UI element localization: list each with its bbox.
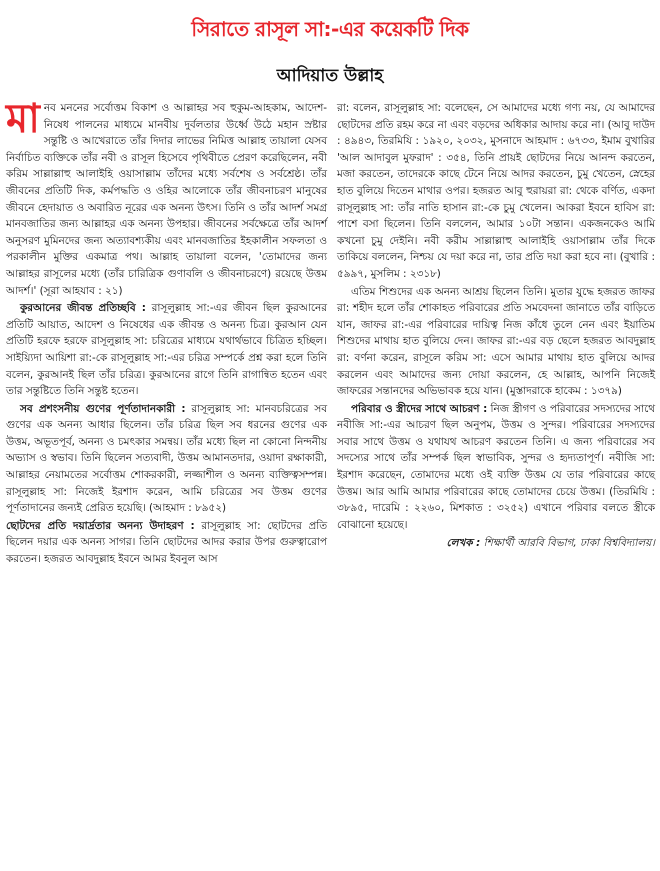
signature-text: শিক্ষার্থী আরবি বিভাগ, ঢাকা বিশ্ববিদ্যালয়। xyxy=(480,537,655,550)
section-children-paragraph xyxy=(6,518,327,568)
continuation-text: রা: বলেন, রাসূলুল্লাহ সা: বলেছেন, সে আমাদের মধ্যে গণ্য নয়, যে আমাদের ছোটদের প্রতি রহম করে না এবং বড়দের অধিকার আদায় করে না। (আবু দাউদ : ৪৯৪৩, তিরমিযি : ১৯২০, ২০৩২, মুসনাদে আহমাদ : ৬৭৩৩, ইমাম বুখারির 'আল আদাবুল মুফরাদ' : ৩৫৪, তিনি প্রায়ই ছোটদের নিয়ে আনন্দ করতেন, মজা করতেন, তাদেরকে কাছে টেনে নিয়ে আদর করতেন, চুমু খেতেন, স্নেহের হাত বুলিয়ে দিতেন মাথার ওপর। হজরত আবু হুরায়রা রা: থেকে বর্ণিত, একদা রাসূলুল্লাহ সা: তাঁর নাতি হাসান রা:-কে চুমু খেলেন। আকরা ইবনে হাবিস রা: পাশে বসা ছিলেন। তিনি বললেন, আমার ১০টা সন্তান। একজনকেও আমি কখনো চুমু দেইনি। নবী করীম সাল্লাল্লাহু আলাইহি ওয়াসাল্লাম তাঁর দিকে তাকিয়ে বললেন, নিশ্চয় যে দয়া করে না, তার প্রতি দয়া করা হবে না। (বুখারি : ৫৯৯৭, মুসলিম : ২৩১৮) xyxy=(337,102,655,280)
section-heading-family: পরিবার ও স্ত্রীদের সাথে আচরণ : xyxy=(351,402,488,415)
orphans-paragraph xyxy=(337,284,655,400)
headline: সিরাতে রাসূল সা:-এর কয়েকটি দিক xyxy=(191,17,469,41)
section-text-quran: রাসূলুল্লাহ সা:-এর জীবন ছিল কুরআনের প্রতিটি আয়াত, আদেশ ও নিষেধের এক জীবন্ত ও অনন্য চিত্র। কুরআন যেন প্রতিটি হরফে হরফে রাসূলুল্লাহ সা: চরিত্রের মাধ্যমে যথার্থভাবে চিত্রিত হচ্ছিল। সাইয়্যিদা আয়িশা রা:-কে রাসূলুল্লাহ সা:-এর চরিত্র সম্পর্কে প্রশ্ন করা হলে তিনি বলেন, কুরআনই ছিল তাঁর চরিত্র। কুরআনের রাগে তিনি রাগান্বিত হতেন এবং তার সন্তুষ্টিতে তিনি সন্তুষ্ট হতেন। xyxy=(6,302,328,398)
left-column xyxy=(6,95,328,569)
right-column xyxy=(337,100,655,553)
section-virtues-paragraph xyxy=(6,401,327,517)
section-text-virtues: রাসূলুল্লাহ সা: মানবচরিত্রের সব গুণের এক অনন্য আধার ছিলেন। তাঁর চরিত্র ছিল সব ধরনের গুণের এক উত্তম, অভূতপূর্ব, অনন্য ও চমৎকার সমন্বয়। তাঁর মধ্যে ছিল না কোনো নিন্দনীয় অভ্যাস ও স্বভাব। তিনি ছিলেন সত্যবাদী, উত্তম আমানতদার, ওয়াদা রক্ষাকারী, আল্লাহর নেয়ামতের সর্বোত্তম শোকরকারী, লজ্জাশীল ও অনন্য ব্যক্তিত্বসম্পন্ন। রাসূলুল্লাহ সা: নিজেই ইরশাদ করেন, আমি চরিত্রের সব উত্তম গুণের পূর্ণতাদানের জন্যই প্রেরিত হয়েছি। (আহমাদ : ৮৯৫২) xyxy=(6,402,327,515)
signature-label: লেখক : xyxy=(446,537,481,550)
author-signature xyxy=(337,535,655,552)
section-family-paragraph xyxy=(337,401,655,534)
continuation-paragraph xyxy=(337,100,655,283)
section-heading-virtues: সব প্রশংসনীয় গুণের পূর্ণতাদানকারী : xyxy=(20,402,186,415)
section-text-family: নিজ স্ত্রীগণ ও পরিবারের সদস্যদের সাথে নবীজি সা:-এর আচরণ ছিল অনুপম, উত্তম ও সুন্দর। পরিবারের সদস্যদের সবার সাথে উত্তম ও যথাযথ আচরণ করতেন তিনি। এ জন্য পরিবারের সব সদস্যের সাথে তাঁর সম্পর্ক ছিল স্বাভাবিক, সুন্দর ও হৃদ্যতাপূর্ণ। নবীজি সা: ইরশাদ করেছেন, তোমাদের মধ্যে ওই ব্যক্তি উত্তম যে তার পরিবারের কাছে উত্তম। আর আমি আমার পরিবারের কাছে তোমাদের চেয়ে উত্তম। (তিরমিযি : ৩৮৯৫, দারেমি : ২২৬০, মিশকাত : ৩২৫২) এখানে পরিবার বলতে স্ত্রীকে বোঝানো হয়েছে। xyxy=(337,402,655,531)
section-heading-children: ছোটদের প্রতি দয়ার্দ্রতার অনন্য উদাহরণ : xyxy=(6,519,195,532)
orphans-text: এতিম শিশুদের এক অনন্য আশ্রয় ছিলেন তিনি। মুতার যুদ্ধে হজরত জাফর রা: শহীদ হলে তাঁর শোকাহত পরিবারের প্রতি সমবেদনা জানাতে তাঁর বাড়িতে যান, জাফর রা:-এর পরিবারের দায়িত্ব নিজ কাঁধে তুলে নেন এবং ইয়াতিম শিশুদের মাথায় হাত বুলিয়ে দেন। জাফর রা:-এর বড় ছেলে হজরত আবদুল্লাহ রা: বর্ণনা করেন, রাসূলে করিম সা: এসে আমার মাথায় হাত বুলিয়ে আদর করলেন এবং আমাদের জন্য দোয়া করলেন, হে আল্লাহ, আপনি নিজেই জাফরের সন্তানদের অভিভাবক হয়ে যান। (মুস্তাদরাকে হাকেম : ১৩৭৯) xyxy=(337,285,655,398)
drop-cap: মা xyxy=(6,95,40,142)
intro-text: নব মননের সর্বোত্তম বিকাশ ও আল্লাহর সব হুকুম-আহকাম, আদেশ-নিষেধ পালনের মাধ্যমে মানবীয় দুর্বলতার উর্ধ্বে উঠে মহান স্রষ্টার সন্তুষ্টি ও আখেরাতে তাঁর দিদার লাভের নিমিত্ত আল্লাহ তায়ালা যেসব নির্বাচিত ব্যক্তিকে তাঁর নবী ও রাসূল হিসেবে পৃথিবীতে প্রেরণ করেছিলেন, নবী করিম সাল্লাল্লাহু আলাইহি ওয়াসাল্লাম তাঁদের মধ্যে সর্বশেষ ও সর্বশ্রেষ্ঠ। তাঁর জীবনের প্রতিটি দিক, কর্মপদ্ধতি ও ওহির আলোকে তাঁর জীবনাচরণ মানুষের জীবনে হেদায়াত ও অবারিত নূরের এক অনন্য উৎস। তিনি ও তাঁর আদর্শ সমগ্র মানবজাতির জন্য আল্লাহর এক অনন্য উপহার। জীবনের সর্বক্ষেত্রে তাঁর আদর্শ অনুসরণ মুমিনদের জন্য অত্যাবশ্যকীয় এবং মানবজাতির ইহকালীন সফলতা ও পরকালীন মুক্তির একমাত্র পথ। আল্লাহ তায়ালা বলেন, 'তোমাদের জন্য আল্লাহর রাসূলের মধ্যে (তাঁর চারিত্রিক গুণাবলি ও জীবনাচরণে) রয়েছে উত্তম আদর্শ।' (সূরা আহযাব : ২১) xyxy=(6,102,327,297)
section-quran-paragraph xyxy=(6,300,327,400)
section-text-children: রাসূলুল্লাহ সা: ছোটদের প্রতি ছিলেন দয়ার এক অনন্য সাগর। তিনি ছোটদের আদর করার উপর গুরুত্বারোপ করতেন। হজরত আবদুল্লাহ ইবনে আমর ইবনুল আস xyxy=(6,519,327,566)
section-heading-quran: কুরআনের জীবন্ত প্রতিচ্ছবি : xyxy=(20,302,146,315)
byline: আদিয়াত উল্লাহ xyxy=(276,66,384,86)
intro-paragraph xyxy=(6,95,327,299)
